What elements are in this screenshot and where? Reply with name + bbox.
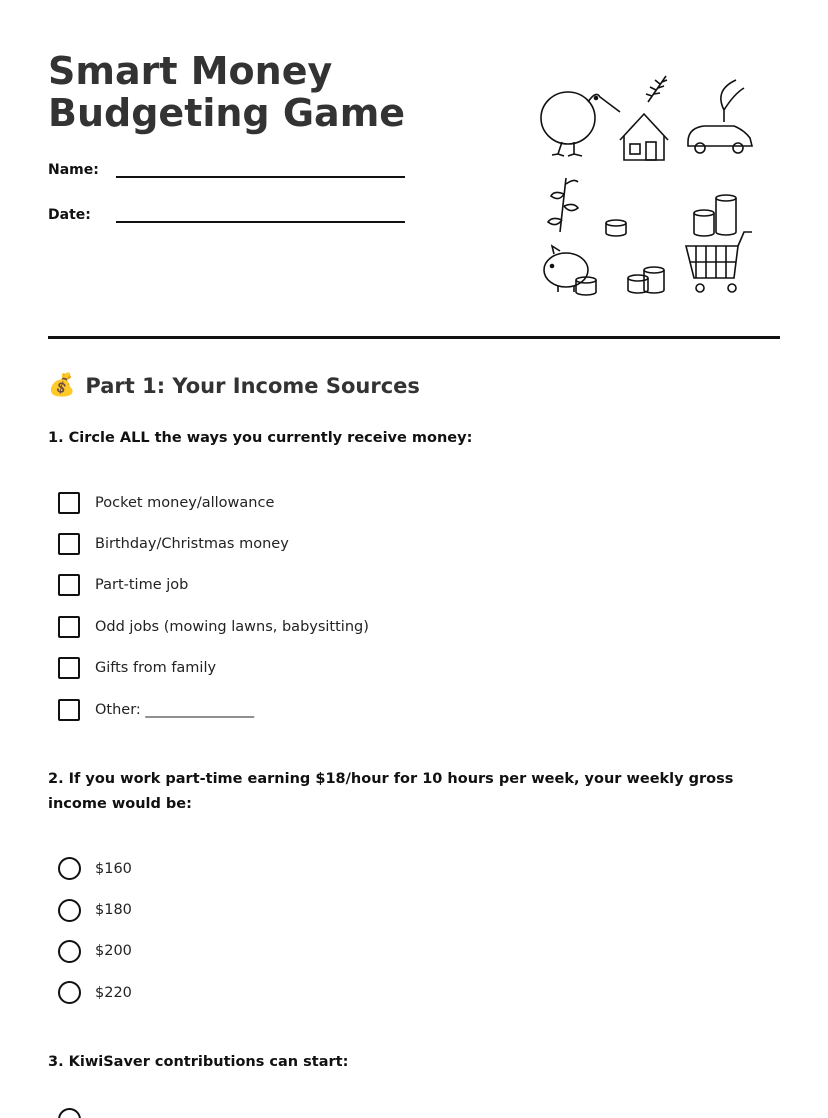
question-2-options xyxy=(58,848,132,1014)
shopping-cart-icon xyxy=(686,232,752,292)
question-1: 1. Circle ALL the ways you currently receive money: xyxy=(48,430,473,446)
date-field[interactable] xyxy=(116,205,405,223)
title-line-1: Smart Money xyxy=(48,49,333,93)
radio-button[interactable] xyxy=(58,1108,81,1118)
money-bag-icon: 💰 xyxy=(48,373,76,398)
checkbox[interactable] xyxy=(58,574,80,596)
q1-option[interactable] xyxy=(58,689,369,730)
q2-option-label: $200 xyxy=(95,943,132,960)
section-divider xyxy=(48,336,780,339)
coins-icon xyxy=(606,195,736,236)
radio-button[interactable] xyxy=(58,940,81,963)
section-1-title: Part 1: Your Income Sources xyxy=(85,374,420,398)
question-2: 2. If you work part-time earning $18/hour for 10 hours per week, your weekly gross income would be: xyxy=(48,771,734,812)
page-title xyxy=(48,50,468,134)
q2-option[interactable] xyxy=(58,889,132,930)
name-label: Name: xyxy=(48,162,99,178)
name-field[interactable] xyxy=(116,160,405,178)
date-label: Date: xyxy=(48,207,91,223)
q2-option[interactable] xyxy=(58,972,132,1013)
q2-option-label: $160 xyxy=(95,860,132,877)
radio-button[interactable] xyxy=(58,899,81,922)
q1-option[interactable] xyxy=(58,648,369,689)
title-line-2: Budgeting Game xyxy=(48,91,406,135)
coin-stack-icon xyxy=(628,267,664,293)
q2-option[interactable] xyxy=(58,931,132,972)
q2-option[interactable] xyxy=(58,848,132,889)
kiwi-bird-icon xyxy=(541,92,620,156)
q1-option[interactable] xyxy=(58,606,369,647)
house-icon xyxy=(620,114,668,160)
checkbox[interactable] xyxy=(58,616,80,638)
budget-illustration xyxy=(538,70,763,302)
q2-option-label: $220 xyxy=(95,984,132,1001)
plant-icon xyxy=(548,178,578,232)
checkbox[interactable] xyxy=(58,492,80,514)
question-1-options xyxy=(58,482,369,730)
question-3: 3. KiwiSaver contributions can start: xyxy=(48,1054,349,1070)
q1-option-label: Other: _______________ xyxy=(95,701,255,718)
q1-option-label: Odd jobs (mowing lawns, babysitting) xyxy=(95,618,369,635)
radio-button[interactable] xyxy=(58,981,81,1004)
q1-option-label: Part-time job xyxy=(95,577,189,594)
q1-option[interactable] xyxy=(58,523,369,564)
date-field-row xyxy=(48,205,405,223)
q1-option[interactable] xyxy=(58,482,369,523)
fern-icon xyxy=(646,76,667,102)
checkbox[interactable] xyxy=(58,533,80,555)
checkbox[interactable] xyxy=(58,657,80,679)
car-icon xyxy=(688,80,752,153)
section-1-heading xyxy=(48,374,420,398)
q1-option-label: Pocket money/allowance xyxy=(95,494,275,511)
q2-option-label: $180 xyxy=(95,902,132,919)
name-field-row xyxy=(48,160,405,178)
q1-option-label: Gifts from family xyxy=(95,660,217,677)
q1-option[interactable] xyxy=(58,565,369,606)
radio-button[interactable] xyxy=(58,857,81,880)
piggy-bank-icon xyxy=(544,246,596,295)
q1-option-label: Birthday/Christmas money xyxy=(95,536,289,553)
checkbox[interactable] xyxy=(58,699,80,721)
